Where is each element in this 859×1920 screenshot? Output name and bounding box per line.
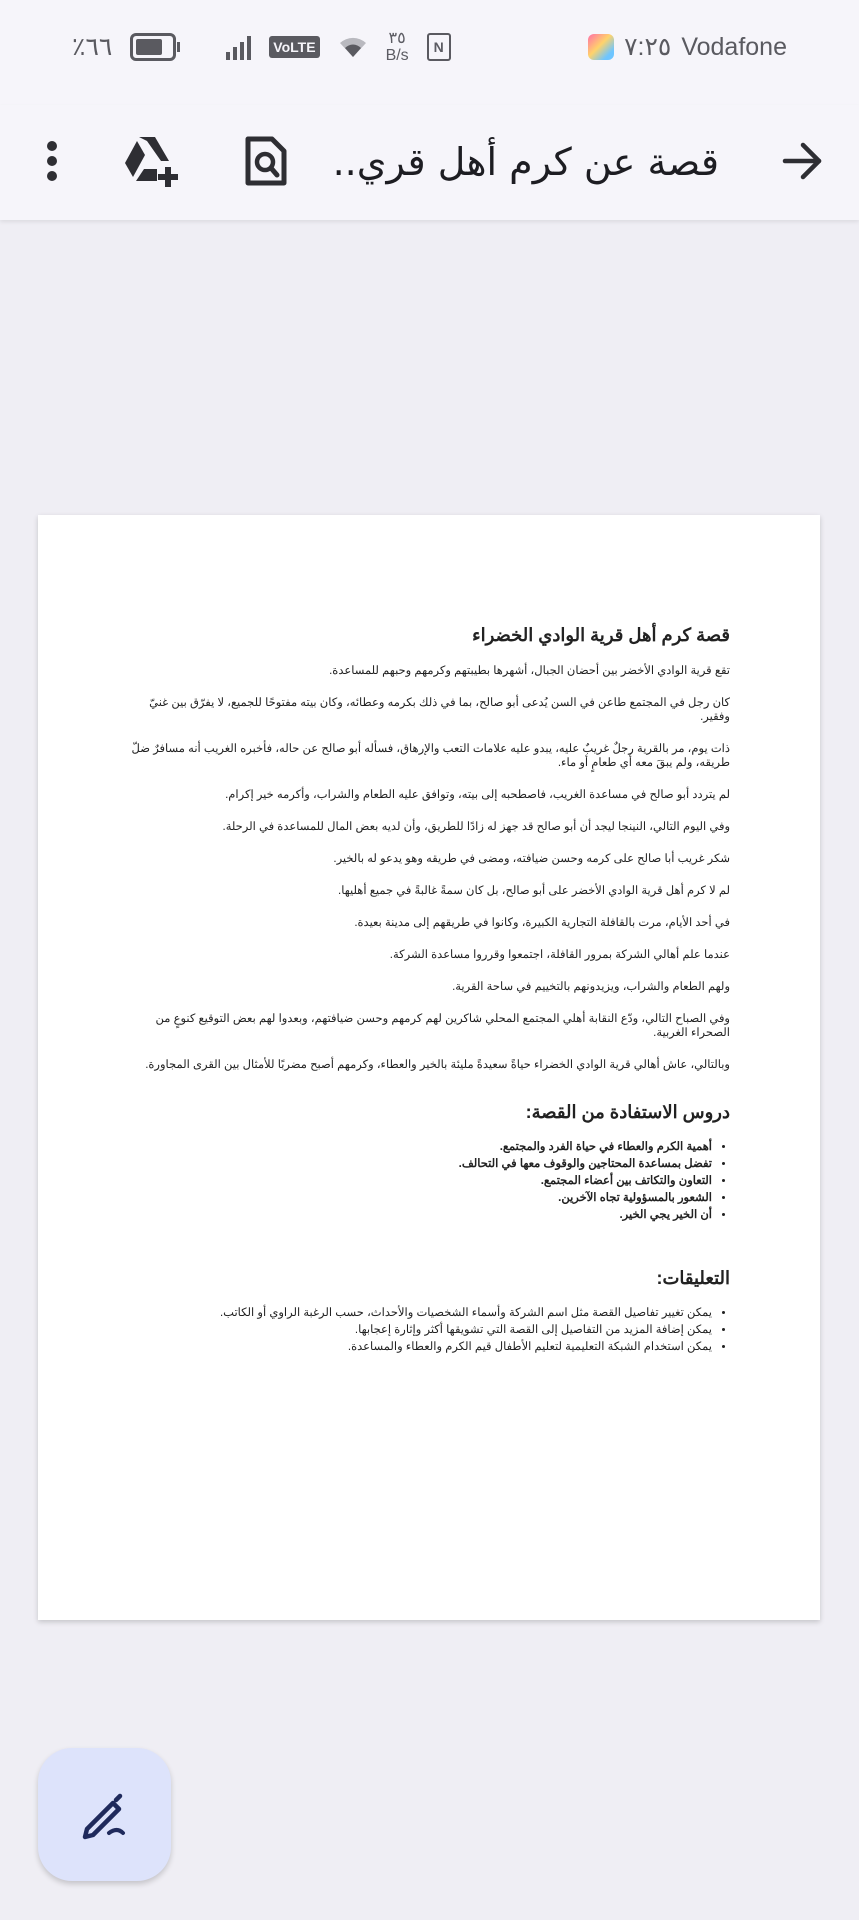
save-to-drive-icon[interactable] — [122, 131, 182, 191]
lessons-heading: دروس الاستفادة من القصة: — [525, 1102, 730, 1122]
document-content — [130, 625, 730, 1356]
list-item: • الشعور بالمسؤولية تجاه الآخرين. — [130, 1190, 712, 1207]
paragraph: لم يتردد أبو صالح في مساعدة الغريب، فاصطحبه إلى بيته، وتوافق عليه الطعام والشراب، وأكرمه خير إكرام. — [225, 789, 730, 801]
battery-percent: ٪٦٦ — [72, 33, 113, 61]
status-right — [588, 32, 787, 62]
status-left — [72, 30, 451, 64]
list-item: • أن الخير يجي الخير. — [130, 1207, 712, 1224]
volte-badge: VoLTE — [269, 36, 319, 58]
more-vert-icon[interactable] — [22, 131, 82, 191]
paragraph: عندما علم أهالي الشركة بمرور القافلة، اجتمعوا وقرروا مساعدة الشركة. — [389, 949, 730, 961]
paragraph: وبالتالي، عاش أهالي قرية الوادي الخضراء حياةً سعيدةً مليئة بالخير والعطاء، وكرمهم أصبح مضربًا للأمثال بين القرى المجاورة. — [145, 1059, 730, 1071]
nfc-icon: N — [427, 33, 451, 61]
comments-heading: التعليقات: — [656, 1268, 730, 1288]
search-document-icon[interactable] — [236, 131, 296, 191]
list-item: • التعاون والتكاتف بين أعضاء المجتمع. — [130, 1173, 712, 1190]
list-item: • تفضل بمساعدة المحتاجين والوقوف معها في التحالف. — [130, 1156, 712, 1173]
clock: ٧:٢٥ — [624, 33, 672, 61]
list-item: • يمكن تغيير تفاصيل القصة مثل اسم الشركة وأسماء الشخصيات والأحداث، حسب الرغبة الراوي أو الكاتب. — [130, 1305, 712, 1322]
app-notification-icon — [588, 34, 614, 60]
paragraph: تقع قرية الوادي الأخضر بين أحضان الجبال، أشهرها بطيبتهم وكرمهم وحبهم للمساعدة. — [329, 665, 730, 677]
list-item: • يمكن إضافة المزيد من التفاصيل إلى القصة التي تشويقها أكثر وإثارة إعجابها. — [130, 1322, 712, 1339]
paragraph: وفي اليوم التالي، النينجا ليجد أن أبو صالح قد جهز له زادًا للطريق، وأن لديه بعض المال للمساعدة في الرحلة. — [222, 821, 730, 833]
signal-icon — [226, 34, 251, 60]
document-title: قصة عن كرم أهل قري.. — [332, 140, 719, 184]
back-arrow-icon[interactable] — [773, 131, 833, 191]
paragraph: شكر غريب أبا صالح على كرمه وحسن ضيافته، ومضى في طريقه وهو يدعو له بالخير. — [333, 853, 730, 865]
status-bar — [0, 0, 859, 105]
comments-list — [130, 1305, 730, 1356]
paragraph: ولهم الطعام والشراب، ويزيدونهم بالتخييم في ساحة القرية. — [452, 981, 730, 993]
paragraph: وفي الصباح التالي، ودّع النقابة أهلي المجتمع المحلي شاكرين لهم كرمهم وحسن ضيافتهم، وبعدوا لهم بعض التوقيع كنوعٍ من الصحراء الغربية. — [155, 1013, 730, 1039]
battery-icon — [130, 33, 176, 61]
story-title: قصة كرم أهل قرية الوادي الخضراء — [472, 625, 730, 645]
paragraph: لم لا كرم أهل قرية الوادي الأخضر على أبو صالح، بل كان سمةً غالبةً في جميع أهليها. — [338, 885, 730, 897]
paragraph: ذات يوم، مر بالقرية رجلٌ غريبٌ عليه، يبدو عليه علامات التعب والإرهاق، فسأله أبو صالح عن حاله، فأخبره الغريب أنه مسافرٌ ضلّ طريقه، ولم يبقَ معه أي طعامٍ أو ماء. — [131, 743, 730, 769]
carrier-name: Vodafone — [681, 32, 787, 61]
edit-pencil-icon — [79, 1789, 131, 1841]
network-speed: ٣٥ B/s — [385, 30, 409, 64]
list-item: • يمكن استخدام الشبكة التعليمية لتعليم الأطفال قيم الكرم والعطاء والمساعدة. — [130, 1339, 712, 1356]
lessons-list — [130, 1139, 730, 1224]
top-app-bar — [0, 105, 859, 220]
document-page[interactable] — [38, 515, 820, 1620]
wifi-icon — [338, 35, 368, 59]
paragraph: كان رجل في المجتمع طاعن في السن يُدعى أبو صالح، بما في ذلك بكرمه وعطائه، وكان بيته مفتوحًا للجميع، لا يفرّق بين غنيّ وفقير. — [149, 697, 730, 723]
edit-fab-button[interactable] — [38, 1748, 171, 1881]
list-item: • أهمية الكرم والعطاء في حياة الفرد والمجتمع. — [130, 1139, 712, 1156]
paragraph: في أحد الأيام، مرت بالقافلة التجارية الكبيرة، وكانوا في طريقهم إلى مدينة بعيدة. — [354, 917, 730, 929]
